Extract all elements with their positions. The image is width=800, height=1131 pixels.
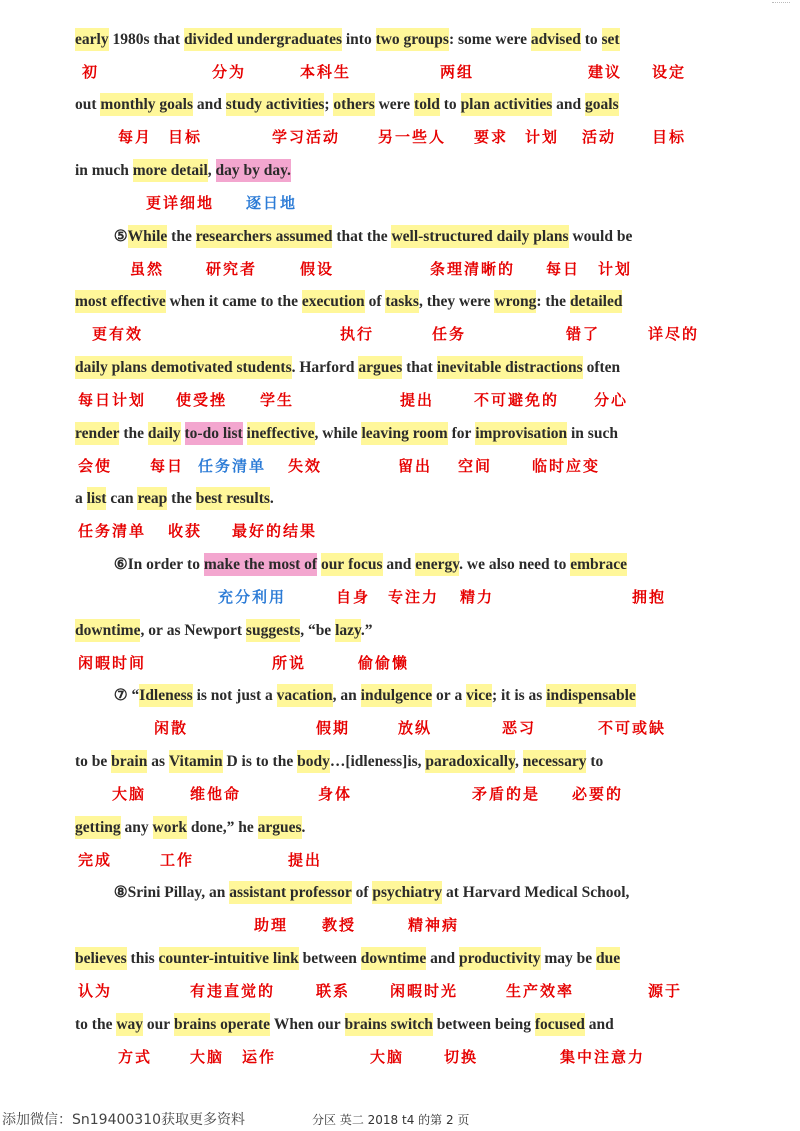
highlighted-phrase: study activities bbox=[226, 93, 325, 116]
highlighted-phrase: embrace bbox=[570, 553, 627, 576]
translation-note: 生产效率 bbox=[506, 982, 575, 1000]
translation-note: 闲暇时光 bbox=[390, 982, 459, 1000]
highlighted-phrase: divided undergraduates bbox=[184, 28, 342, 51]
translation-note: 充分利用 bbox=[218, 588, 287, 606]
text-line bbox=[75, 749, 715, 775]
text-line bbox=[75, 946, 715, 972]
translation-note: 每日 bbox=[546, 260, 581, 278]
translation-note: 每日计划 bbox=[78, 391, 147, 409]
translation-note: 更详细地 bbox=[146, 194, 215, 212]
highlighted-phrase: Vitamin bbox=[169, 750, 223, 773]
translation-note: 目标 bbox=[652, 128, 687, 146]
text-run: and bbox=[584, 1016, 614, 1033]
text-run: D is to the bbox=[222, 753, 298, 770]
translation-note: 放纵 bbox=[398, 719, 433, 737]
highlighted-phrase: day by day. bbox=[216, 159, 291, 182]
corner-mark bbox=[772, 2, 790, 9]
text-run: is not just a bbox=[192, 687, 277, 704]
text-run: ; it is as bbox=[491, 687, 547, 704]
highlighted-phrase: argues bbox=[358, 356, 402, 379]
highlighted-phrase: body bbox=[297, 750, 330, 773]
translation-note: 维他命 bbox=[190, 785, 242, 803]
translation-note: 每日 bbox=[150, 457, 185, 475]
highlighted-phrase: daily bbox=[148, 422, 181, 445]
text-run: at Harvard Medical School, bbox=[442, 884, 630, 901]
highlighted-phrase: necessary bbox=[523, 750, 587, 773]
translation-note: 分为 bbox=[212, 63, 247, 81]
text-run: ⑧Srini Pillay, an bbox=[75, 884, 230, 901]
translation-note: 学习活动 bbox=[272, 128, 341, 146]
translation-note: 任务清单 bbox=[78, 522, 147, 540]
text-run: that bbox=[402, 359, 437, 376]
highlighted-phrase: well-structured daily plans bbox=[391, 225, 568, 248]
text-run: to the bbox=[75, 1016, 117, 1033]
text-run: . Harford bbox=[291, 359, 359, 376]
highlighted-phrase: energy bbox=[415, 553, 459, 576]
translation-note: 助理 bbox=[254, 916, 289, 934]
text-run: to bbox=[439, 96, 461, 113]
text-run: , bbox=[515, 753, 523, 770]
text-line bbox=[75, 158, 715, 184]
highlighted-phrase: daily plans demotivated students bbox=[75, 356, 292, 379]
text-run: ⑤ bbox=[75, 228, 128, 245]
highlighted-phrase: brain bbox=[111, 750, 147, 773]
text-run: and bbox=[382, 556, 416, 573]
text-run: : some were bbox=[448, 31, 531, 48]
highlighted-phrase: wrong bbox=[494, 290, 536, 313]
text-run: . we also need to bbox=[459, 556, 571, 573]
translation-note: 条理清晰的 bbox=[430, 260, 516, 278]
text-run: between being bbox=[432, 1016, 535, 1033]
text-run: of bbox=[364, 293, 386, 310]
footer-wechat-note: 添加微信：Sn19400310获取更多资料 bbox=[2, 1112, 246, 1128]
text-run: as bbox=[147, 753, 169, 770]
footer-page-number: 分区 英二 2018 t4 的第 2 页 bbox=[312, 1113, 470, 1127]
highlighted-phrase: believes bbox=[75, 947, 127, 970]
translation-note: 收获 bbox=[168, 522, 203, 540]
translation-note: 初 bbox=[82, 63, 100, 81]
text-run: the bbox=[167, 490, 196, 507]
text-run: , they were bbox=[418, 293, 495, 310]
text-line bbox=[75, 880, 715, 906]
text-run: .” bbox=[360, 622, 373, 639]
translation-note: 计划 bbox=[598, 260, 633, 278]
text-run: done,” he bbox=[186, 819, 258, 836]
translation-note: 联系 bbox=[316, 982, 351, 1000]
translation-note: 切换 bbox=[444, 1048, 479, 1066]
text-run: …[idleness]is, bbox=[329, 753, 426, 770]
text-line bbox=[75, 92, 715, 118]
translation-note: 逐日地 bbox=[246, 194, 298, 212]
highlighted-phrase: psychiatry bbox=[372, 881, 442, 904]
translation-note: 运作 bbox=[242, 1048, 277, 1066]
text-run: , “be bbox=[300, 622, 336, 639]
highlighted-phrase: lazy bbox=[335, 619, 361, 642]
text-run: ⑦ “ bbox=[75, 687, 140, 704]
highlighted-phrase: early bbox=[75, 28, 109, 51]
text-line bbox=[75, 683, 715, 709]
highlighted-phrase: downtime bbox=[75, 619, 140, 642]
text-run: a bbox=[75, 490, 87, 507]
text-line bbox=[75, 486, 715, 512]
text-run: out bbox=[75, 96, 101, 113]
translation-note: 临时应变 bbox=[532, 457, 601, 475]
translation-note: 恶习 bbox=[502, 719, 537, 737]
text-run: to be bbox=[75, 753, 112, 770]
highlighted-phrase: most effective bbox=[75, 290, 166, 313]
text-line bbox=[75, 1012, 715, 1038]
text-run: or a bbox=[432, 687, 467, 704]
highlighted-phrase: ineffective bbox=[247, 422, 315, 445]
text-line bbox=[75, 618, 715, 644]
highlighted-phrase: Idleness bbox=[139, 684, 192, 707]
text-run: between bbox=[298, 950, 361, 967]
translation-note: 错了 bbox=[566, 325, 601, 343]
translation-note: 任务 bbox=[432, 325, 467, 343]
translation-note: 必要的 bbox=[572, 785, 624, 803]
text-line bbox=[75, 552, 715, 578]
translation-note: 建议 bbox=[588, 63, 623, 81]
text-line bbox=[75, 815, 715, 841]
text-run: ; bbox=[324, 96, 334, 113]
translation-note: 详尽的 bbox=[648, 325, 700, 343]
text-run: ⑥In order to bbox=[75, 556, 204, 573]
text-line bbox=[75, 224, 715, 250]
translation-note: 矛盾的是 bbox=[472, 785, 541, 803]
text-run: 1980s that bbox=[108, 31, 184, 48]
highlighted-phrase: argues bbox=[258, 816, 302, 839]
text-run: , bbox=[207, 162, 216, 179]
highlighted-phrase: set bbox=[602, 28, 620, 51]
translation-note: 失效 bbox=[288, 457, 323, 475]
text-run: of bbox=[351, 884, 373, 901]
translation-note: 有违直觉的 bbox=[190, 982, 276, 1000]
highlighted-phrase: indispensable bbox=[546, 684, 636, 707]
translation-note: 所说 bbox=[272, 654, 307, 672]
text-line bbox=[75, 27, 715, 53]
translation-note: 闲散 bbox=[154, 719, 189, 737]
text-run: were bbox=[374, 96, 415, 113]
text-run: and bbox=[426, 950, 459, 967]
text-run: can bbox=[106, 490, 138, 507]
translation-note: 目标 bbox=[168, 128, 203, 146]
text-run: would be bbox=[568, 228, 633, 245]
text-run: to bbox=[586, 753, 604, 770]
highlighted-phrase: others bbox=[333, 93, 374, 116]
highlighted-phrase: brains switch bbox=[345, 1013, 433, 1036]
translation-note: 更有效 bbox=[92, 325, 144, 343]
translation-note: 提出 bbox=[400, 391, 435, 409]
translation-note: 方式 bbox=[118, 1048, 153, 1066]
highlighted-phrase: execution bbox=[302, 290, 365, 313]
translation-note: 工作 bbox=[160, 851, 195, 869]
translation-note: 每月 bbox=[118, 128, 153, 146]
highlighted-phrase: vice bbox=[466, 684, 492, 707]
translation-note: 任务清单 bbox=[198, 457, 267, 475]
text-run: into bbox=[341, 31, 376, 48]
highlighted-phrase: leaving room bbox=[361, 422, 447, 445]
highlighted-phrase: our focus bbox=[321, 553, 383, 576]
highlighted-phrase: told bbox=[414, 93, 440, 116]
text-line bbox=[75, 289, 715, 315]
translation-note: 另一些人 bbox=[378, 128, 447, 146]
text-run: for bbox=[447, 425, 476, 442]
highlighted-phrase: researchers assumed bbox=[196, 225, 333, 248]
translation-note: 两组 bbox=[440, 63, 475, 81]
highlighted-phrase: indulgence bbox=[361, 684, 432, 707]
text-run: any bbox=[120, 819, 153, 836]
translation-note: 假设 bbox=[300, 260, 335, 278]
text-run: : the bbox=[536, 293, 570, 310]
text-run: often bbox=[582, 359, 621, 376]
highlighted-phrase: make the most of bbox=[204, 553, 317, 576]
highlighted-phrase: advised bbox=[531, 28, 581, 51]
highlighted-phrase: monthly goals bbox=[100, 93, 193, 116]
highlighted-phrase: downtime bbox=[361, 947, 426, 970]
text-run: , an bbox=[332, 687, 361, 704]
text-run: this bbox=[126, 950, 159, 967]
text-run: in much bbox=[75, 162, 133, 179]
translation-note: 源于 bbox=[648, 982, 683, 1000]
text-run: . bbox=[301, 819, 306, 836]
translation-note: 认为 bbox=[78, 982, 113, 1000]
highlighted-phrase: render bbox=[75, 422, 119, 445]
translation-note: 闲暇时间 bbox=[78, 654, 147, 672]
text-run: when it came to the bbox=[165, 293, 302, 310]
translation-note: 研究者 bbox=[206, 260, 258, 278]
highlighted-phrase: to-do list bbox=[185, 422, 243, 445]
translation-note: 身体 bbox=[318, 785, 353, 803]
text-run: and bbox=[193, 96, 226, 113]
text-run: , while bbox=[314, 425, 362, 442]
highlighted-phrase: two groups bbox=[376, 28, 449, 51]
translation-note: 会使 bbox=[78, 457, 113, 475]
highlighted-phrase: plan activities bbox=[461, 93, 553, 116]
translation-note: 拥抱 bbox=[632, 588, 667, 606]
highlighted-phrase: getting bbox=[75, 816, 121, 839]
highlighted-phrase: work bbox=[153, 816, 187, 839]
highlighted-phrase: inevitable distractions bbox=[437, 356, 583, 379]
translation-note: 大脑 bbox=[370, 1048, 405, 1066]
translation-note: 使受挫 bbox=[176, 391, 228, 409]
translation-note: 完成 bbox=[78, 851, 113, 869]
highlighted-phrase: improvisation bbox=[475, 422, 567, 445]
translation-note: 教授 bbox=[322, 916, 357, 934]
translation-note: 空间 bbox=[458, 457, 493, 475]
text-run: to bbox=[580, 31, 602, 48]
text-run: When our bbox=[270, 1016, 345, 1033]
translation-note: 自身 bbox=[336, 588, 371, 606]
translation-note: 不可或缺 bbox=[598, 719, 667, 737]
translation-note: 分心 bbox=[594, 391, 629, 409]
text-line bbox=[75, 421, 715, 447]
text-run: the bbox=[167, 228, 196, 245]
highlighted-phrase: due bbox=[596, 947, 620, 970]
highlighted-phrase: While bbox=[128, 225, 168, 248]
highlighted-phrase: productivity bbox=[459, 947, 541, 970]
translation-note: 活动 bbox=[582, 128, 617, 146]
highlighted-phrase: assistant professor bbox=[229, 881, 351, 904]
translation-note: 最好的结果 bbox=[232, 522, 318, 540]
translation-note: 要求 bbox=[474, 128, 509, 146]
translation-note: 大脑 bbox=[190, 1048, 225, 1066]
translation-note: 不可避免的 bbox=[474, 391, 560, 409]
text-run bbox=[181, 425, 185, 442]
translation-note: 设定 bbox=[652, 63, 687, 81]
highlighted-phrase: brains operate bbox=[174, 1013, 270, 1036]
translation-note: 本科生 bbox=[300, 63, 352, 81]
translation-note: 精力 bbox=[460, 588, 495, 606]
text-run: in such bbox=[567, 425, 618, 442]
translation-note: 虽然 bbox=[130, 260, 165, 278]
text-run bbox=[243, 425, 247, 442]
translation-note: 精神病 bbox=[408, 916, 460, 934]
highlighted-phrase: reap bbox=[137, 487, 167, 510]
translation-note: 专注力 bbox=[388, 588, 440, 606]
translation-note: 大脑 bbox=[112, 785, 147, 803]
highlighted-phrase: detailed bbox=[570, 290, 623, 313]
text-run: and bbox=[552, 96, 586, 113]
highlighted-phrase: goals bbox=[585, 93, 619, 116]
highlighted-phrase: vacation bbox=[277, 684, 333, 707]
text-run: the bbox=[119, 425, 148, 442]
highlighted-phrase: best results bbox=[196, 487, 270, 510]
translation-note: 集中注意力 bbox=[560, 1048, 646, 1066]
highlighted-phrase: suggests bbox=[246, 619, 300, 642]
text-run: may be bbox=[540, 950, 597, 967]
text-run: that the bbox=[332, 228, 392, 245]
highlighted-phrase: more detail bbox=[133, 159, 208, 182]
highlighted-phrase: counter-intuitive link bbox=[159, 947, 299, 970]
translation-note: 计划 bbox=[525, 128, 560, 146]
translation-note: 学生 bbox=[260, 391, 295, 409]
highlighted-phrase: way bbox=[116, 1013, 143, 1036]
highlighted-phrase: tasks bbox=[385, 290, 419, 313]
highlighted-phrase: focused bbox=[535, 1013, 585, 1036]
translation-note: 假期 bbox=[316, 719, 351, 737]
text-run: . bbox=[269, 490, 274, 507]
highlighted-phrase: paradoxically bbox=[425, 750, 515, 773]
highlighted-phrase: list bbox=[87, 487, 107, 510]
translation-note: 执行 bbox=[340, 325, 375, 343]
translation-note: 偷偷懒 bbox=[358, 654, 410, 672]
text-run: our bbox=[143, 1016, 175, 1033]
text-line bbox=[75, 355, 715, 381]
text-run: , or as Newport bbox=[140, 622, 246, 639]
translation-note: 留出 bbox=[398, 457, 433, 475]
translation-note: 提出 bbox=[288, 851, 323, 869]
